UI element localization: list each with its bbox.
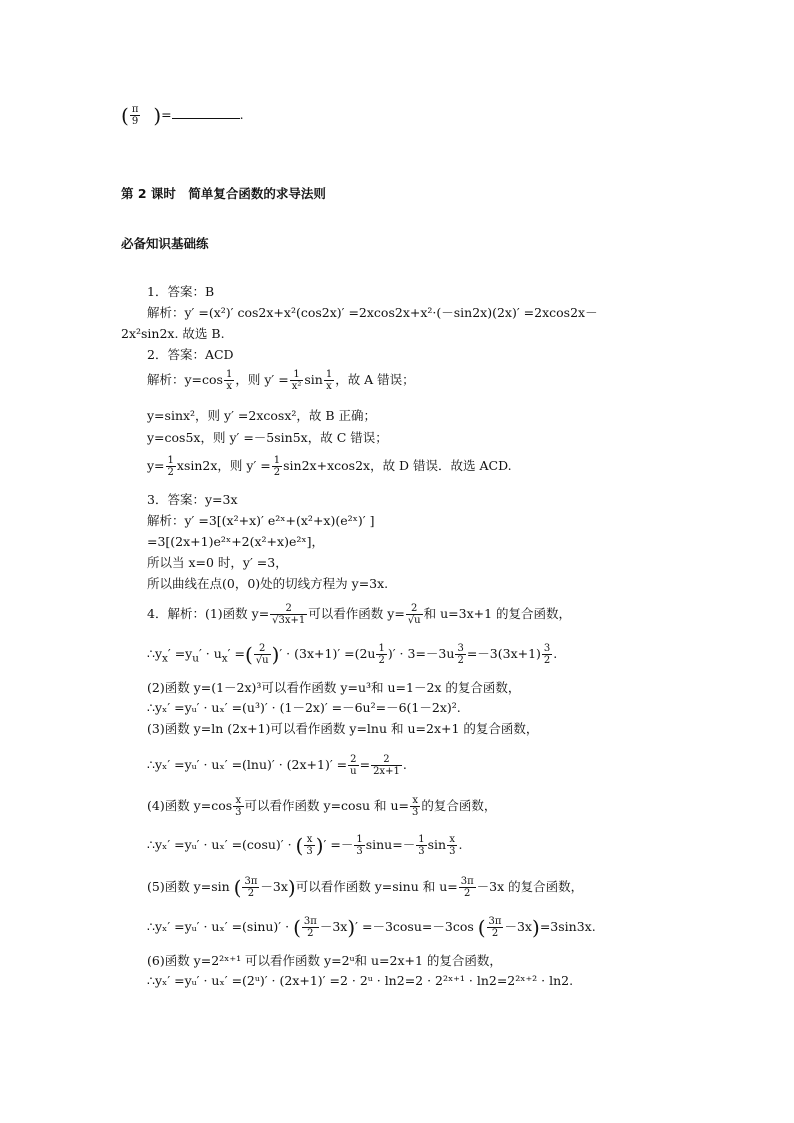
fraction xyxy=(354,834,364,857)
text: ∴y xyxy=(147,646,163,661)
fraction xyxy=(166,455,176,478)
frac-den: 2 xyxy=(543,655,551,666)
fraction xyxy=(348,754,358,777)
frac-num: 2 xyxy=(254,643,271,655)
frac-num: 2 xyxy=(270,603,307,615)
paren: ( xyxy=(121,103,129,128)
text: (5)函数 y=sin xyxy=(147,879,234,894)
solution-4-1b: $\therefore y_x' =y_u' \cdot u_x'$ =( $\frac{2}{√u}$ )′ · (3x+1)′ =(2u $\frac{1}{2}$ )′ · 3=－3u $\frac{3}{2}$ =－3(3x+1) $\frac{3}{2}$ . xyxy=(147,642,558,667)
frac-den: 2 xyxy=(167,467,174,478)
solution-2-b: y=sinx²，则 y′ =2xcosx²，故 B 正确； xyxy=(147,408,377,423)
solution-3-d: 所以曲线在点(0，0)处的切线方程为 y=3x. xyxy=(147,576,389,591)
frac-den: 2 xyxy=(307,928,314,939)
frac-num: 1 xyxy=(167,455,174,466)
frac-num: 1 xyxy=(290,369,304,381)
frac-den: √u xyxy=(407,615,421,626)
paren: ( xyxy=(233,875,242,900)
frac-den: x xyxy=(226,381,232,392)
text: =3sin3x. xyxy=(539,919,596,934)
fraction xyxy=(487,916,504,939)
text: sin xyxy=(304,372,323,387)
text: . xyxy=(458,837,463,852)
text: sinu=－ xyxy=(365,837,416,852)
text: －3x xyxy=(504,919,532,934)
solution-4-6b: ∴yₓ′ =yᵤ′ · uₓ′ =(2ᵘ)′ · (2x+1)′ =2 · 2ᵘ · ln2=2 · 2²ˣ⁺¹ · ln2=2²ˣ⁺² · ln2. xyxy=(147,973,574,988)
fraction xyxy=(447,834,457,857)
answer-1: 1．答案：B xyxy=(147,284,215,299)
text: ∴yₓ′ =yᵤ′ · uₓ′ =(lnu)′ · (2x+1)′ = xyxy=(147,757,348,772)
fraction xyxy=(371,754,402,777)
frac-num: 3π xyxy=(460,876,474,887)
solution-2-c: y=cos5x，则 y′ =－5sin5x，故 C 错误； xyxy=(147,430,388,445)
frac-den: x xyxy=(326,381,332,392)
fraction xyxy=(272,455,282,478)
frac-num: 3π xyxy=(303,916,317,927)
frac-num: 3π xyxy=(244,876,258,887)
exponent-fraction xyxy=(542,643,552,666)
solution-1-line2: 2x²sin2x. 故选 B. xyxy=(121,326,225,341)
text: ′ =y xyxy=(167,646,193,661)
text: ，故 A 错误； xyxy=(335,372,415,387)
frac-den: x² xyxy=(291,381,302,392)
solution-4-5a xyxy=(147,876,583,899)
solution-4-2a: (2)函数 y=(1－2x)³可以看作函数 y=u³和 u=1－2x 的复合函数， xyxy=(147,680,521,695)
paren: ( xyxy=(293,915,301,940)
text: y= xyxy=(147,458,165,473)
text: . xyxy=(402,757,407,772)
paren: ) xyxy=(532,915,540,940)
solution-4-1a xyxy=(147,603,571,626)
frac-num: x xyxy=(233,795,243,807)
text: ′ = xyxy=(227,646,245,661)
fraction xyxy=(130,104,141,127)
frac-num: 2 xyxy=(406,603,423,615)
fraction xyxy=(254,643,271,666)
frac-num: 1 xyxy=(325,369,333,380)
top-expression xyxy=(121,104,244,127)
text: ′ · u xyxy=(198,646,222,661)
fraction xyxy=(242,876,259,899)
frac-den: √3x+1 xyxy=(272,615,306,626)
fraction xyxy=(416,834,426,857)
text: ，则 y′ = xyxy=(235,372,289,387)
frac-num: 3 xyxy=(457,643,464,654)
text: 4．解析：(1)函数 y= xyxy=(147,606,270,621)
frac-num: 1 xyxy=(356,834,363,845)
answer-3: 3．答案：y=3x xyxy=(147,492,238,507)
frac-den: 3 xyxy=(235,807,242,818)
solution-3-b: =3[(2x+1)e²ˣ+2(x²+x)e²ˣ]， xyxy=(147,534,325,549)
paren: ) xyxy=(347,915,356,940)
frac-num: 1 xyxy=(273,455,281,466)
paren: ) xyxy=(271,642,280,667)
frac-den: 2 xyxy=(378,655,385,666)
solution-3-c: 所以当 x=0 时，y′ =3， xyxy=(147,555,288,570)
frac-num: 1 xyxy=(418,834,425,845)
frac-den: 2 xyxy=(273,467,281,478)
text: . xyxy=(553,646,558,661)
frac-den: 2 xyxy=(457,655,464,666)
frac-num: 3 xyxy=(543,643,551,654)
paren: ) xyxy=(153,103,162,128)
fraction xyxy=(406,603,423,626)
text: 的复合函数， xyxy=(421,798,497,813)
frac-num: x xyxy=(304,834,314,846)
fraction xyxy=(304,834,314,857)
text: ′ =－ xyxy=(323,837,354,852)
text: =－3(3x+1) xyxy=(466,646,541,661)
fraction xyxy=(410,795,420,818)
period: . xyxy=(239,107,244,122)
fraction xyxy=(224,369,234,392)
fraction xyxy=(324,369,334,392)
solution-4-4a xyxy=(147,795,496,818)
solution-4-2b: ∴yₓ′ =yᵤ′ · uₓ′ =(u³)′ · (1－2x)′ =－6u²=－6(1－2x)². xyxy=(147,700,461,715)
frac-den: 3 xyxy=(306,846,313,857)
text: 可以看作函数 y=sinu 和 u= xyxy=(295,879,458,894)
text: )′ · 3=－3u xyxy=(387,646,455,661)
paren: ( xyxy=(295,833,304,858)
frac-den: 2 xyxy=(491,928,499,939)
solution-4-3b xyxy=(147,754,407,777)
text: 解析：y=cos xyxy=(147,372,223,387)
frac-den: 2 xyxy=(247,888,255,899)
subsection-title: 必备知识基础练 xyxy=(121,236,209,251)
section-title: 第 2 课时 简单复合函数的求导法则 xyxy=(121,186,326,201)
solution-4-6a: (6)函数 y=2²ˣ⁺¹ 可以看作函数 y=2ᵘ和 u=2x+1 的复合函数， xyxy=(147,953,502,968)
text: －3x xyxy=(319,919,348,934)
fraction xyxy=(290,369,304,392)
solution-2-a xyxy=(147,369,415,392)
fraction xyxy=(270,603,307,626)
text: 和 u=3x+1 的复合函数， xyxy=(423,606,572,621)
text: 可以看作函数 y= xyxy=(308,606,405,621)
frac-num: π xyxy=(131,104,139,115)
solution-3-a: 解析：y′ =3[(x²+x)′ e²ˣ+(x²+x)(e²ˣ)′ ] xyxy=(147,513,375,528)
fraction xyxy=(302,916,319,939)
text: (4)函数 y=cos xyxy=(147,798,233,813)
frac-den: 2 xyxy=(464,888,471,899)
frac-num: 2 xyxy=(371,754,402,766)
paren: ( xyxy=(244,642,253,667)
answer-2: 2．答案：ACD xyxy=(147,347,234,362)
text: ′ =－3cosu=－3cos xyxy=(355,919,478,934)
frac-den: 3 xyxy=(418,846,425,857)
frac-den: √u xyxy=(255,655,269,666)
paren: ) xyxy=(315,833,324,858)
text: ∴yₓ′ =yᵤ′ · uₓ′ =(cosu)′ · xyxy=(147,837,296,852)
frac-num: 3π xyxy=(488,916,502,927)
frac-num: 2 xyxy=(348,754,358,766)
text: sin xyxy=(427,837,447,852)
text: －3x xyxy=(260,879,288,894)
solution-4-4b xyxy=(147,834,462,857)
frac-num: 1 xyxy=(225,369,233,380)
paren: ) xyxy=(287,875,296,900)
fraction xyxy=(459,876,476,899)
text: 可以看作函数 y=cosu 和 u= xyxy=(244,798,410,813)
frac-den: 2x+1 xyxy=(373,766,400,777)
solution-1-line1: 解析：y′ =(x²)′ cos2x+x²(cos2x)′ =2xcos2x+x²·(－sin2x)(2x)′ =2xcos2x－ xyxy=(147,305,598,320)
answer-blank xyxy=(172,105,240,119)
frac-den: 9 xyxy=(131,116,139,127)
fraction xyxy=(233,795,243,818)
text: ∴yₓ′ =yᵤ′ · uₓ′ =(sinu)′ · xyxy=(147,919,294,934)
text: xsin2x，则 y′ = xyxy=(176,458,271,473)
frac-num: x xyxy=(410,795,420,807)
paren: ( xyxy=(477,915,486,940)
frac-den: u xyxy=(350,766,357,777)
frac-num: x xyxy=(447,834,457,846)
frac-den: 3 xyxy=(356,846,363,857)
text: = xyxy=(359,757,371,772)
solution-2-d xyxy=(147,455,512,478)
frac-num: 1 xyxy=(378,643,385,654)
frac-den: 3 xyxy=(449,846,456,857)
text: ′ · (3x+1)′ =(2u xyxy=(279,646,376,661)
solution-4-3a: (3)函数 y=ln (2x+1)可以看作函数 y=lnu 和 u=2x+1 的复合函数， xyxy=(147,721,539,736)
solution-4-5b xyxy=(147,916,596,939)
exponent-fraction xyxy=(455,643,465,666)
exponent-fraction xyxy=(376,643,386,666)
text: sin2x+xcos2x，故 D 错误．故选 ACD. xyxy=(283,458,512,473)
equals: = xyxy=(161,107,172,122)
frac-den: 3 xyxy=(412,807,419,818)
text: －3x 的复合函数， xyxy=(476,879,584,894)
